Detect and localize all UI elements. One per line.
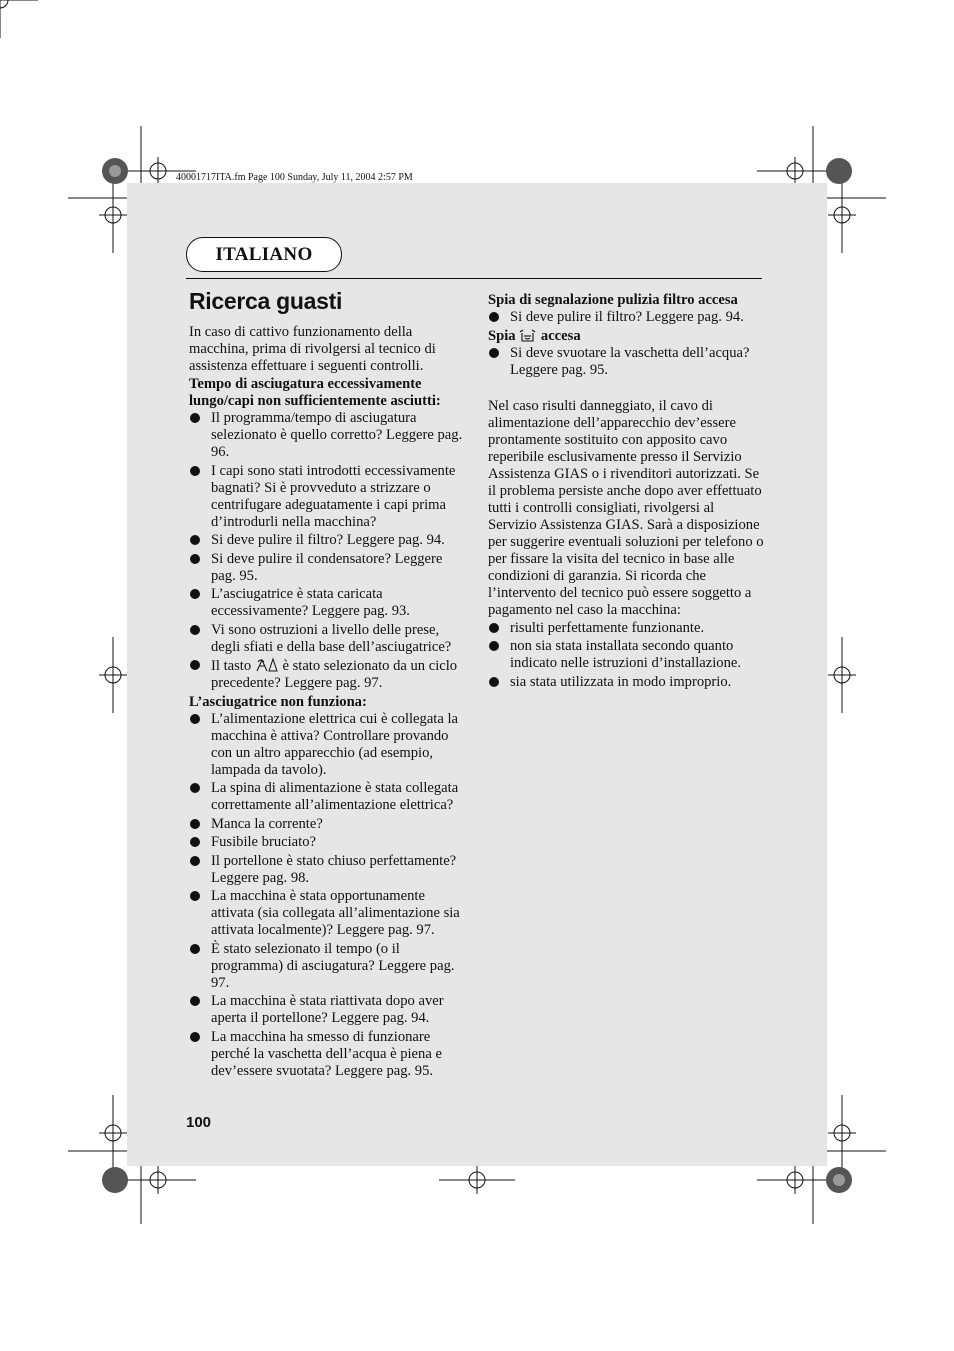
page-title: Ricerca guasti xyxy=(189,288,343,314)
list-item: Si deve svuotare la vaschetta dell’acqua? Leggere pag. 95. xyxy=(488,345,766,379)
left-column xyxy=(189,324,469,1081)
bullet-icon xyxy=(190,856,200,866)
file-header: 40001717ITA.fm Page 100 Sunday, July 11, 2004 2:57 PM xyxy=(176,172,413,183)
bullet-icon xyxy=(489,348,499,358)
list-item: I capi sono stati introdotti eccessivamente bagnati? Si è provveduto a strizzare o centrifugare adeguatamente i capi prima d’introdurli nella macchina? xyxy=(189,463,469,531)
section-heading-water-light: Spia accesa xyxy=(488,327,581,344)
page-number: 100 xyxy=(186,1114,212,1131)
filter-light-list xyxy=(488,309,766,326)
bullet-icon xyxy=(190,996,200,1006)
section-heading-drying-time: Tempo di asciugatura eccessivamente lungo/capi non sufficientemente asciutti: xyxy=(189,376,441,409)
bullet-icon xyxy=(190,783,200,793)
drying-time-list xyxy=(189,410,469,692)
bullet-icon xyxy=(190,554,200,564)
bullet-icon xyxy=(489,312,499,322)
section-heading-filter-light: Spia di segnalazione pulizia filtro accesa xyxy=(488,292,738,308)
anti-crease-button-icon xyxy=(255,657,279,673)
list-item: Fusibile bruciato? xyxy=(189,834,469,851)
not-working-list xyxy=(189,711,469,1080)
bullet-icon xyxy=(489,623,499,633)
closing-list xyxy=(488,620,766,691)
bullet-icon xyxy=(190,714,200,724)
list-item: Si deve pulire il condensatore? Leggere pag. 95. xyxy=(189,551,469,585)
header-rule xyxy=(186,278,762,279)
bullet-icon xyxy=(190,891,200,901)
list-item: È stato selezionato il tempo (o il programma) di asciugatura? Leggere pag. 97. xyxy=(189,941,469,992)
list-item: L’alimentazione elettrica cui è collegata la macchina è attiva? Controllare provando con un altro apparecchio (ad esempio, lampada da tavolo). xyxy=(189,711,469,779)
list-item: L’asciugatrice è stata caricata eccessivamente? Leggere pag. 93. xyxy=(189,586,469,620)
list-item: La macchina è stata riattivata dopo aver aperta il portellone? Leggere pag. 94. xyxy=(189,993,469,1027)
list-item: La macchina ha smesso di funzionare perché la vaschetta dell’acqua è piena e dev’essere svuotata? Leggere pag. 95. xyxy=(189,1029,469,1080)
list-item: Si deve pulire il filtro? Leggere pag. 94. xyxy=(189,532,469,549)
list-item: non sia stata installata secondo quanto indicato nelle istruzioni d’installazione. xyxy=(488,638,766,672)
bullet-icon xyxy=(190,535,200,545)
bullet-icon xyxy=(489,641,499,651)
section-heading-not-working: L’asciugatrice non funziona: xyxy=(189,693,367,710)
language-label: ITALIANO xyxy=(186,237,342,272)
bullet-icon xyxy=(190,819,200,829)
list-item: Il tasto è stato selezionato da un ciclo precedente? Leggere pag. 97. xyxy=(189,657,469,692)
right-column xyxy=(488,292,766,692)
list-item: Il portellone è stato chiuso perfettamente? Leggere pag. 98. xyxy=(189,853,469,887)
bullet-icon xyxy=(190,413,200,423)
list-item: Manca la corrente? xyxy=(189,816,469,833)
bullet-icon xyxy=(489,677,499,687)
bullet-icon xyxy=(190,660,200,670)
intro-text: In caso di cattivo funzionamento della macchina, prima di rivolgersi al tecnico di assistenza effettuare i seguenti controlli. xyxy=(189,324,436,374)
bullet-icon xyxy=(190,625,200,635)
bullet-icon xyxy=(190,944,200,954)
list-item: Il programma/tempo di asciugatura selezionato è quello corretto? Leggere pag. 96. xyxy=(189,410,469,461)
bullet-icon xyxy=(190,589,200,599)
list-item: risulti perfettamente funzionante. xyxy=(488,620,766,637)
bullet-icon xyxy=(190,466,200,476)
list-item: La macchina è stata opportunamente attivata (sia collegata all’alimentazione sia attivata localmente)? Leggere pag. 97. xyxy=(189,888,469,939)
list-item: sia stata utilizzata in modo improprio. xyxy=(488,674,766,691)
bullet-icon xyxy=(190,837,200,847)
bullet-icon xyxy=(190,1032,200,1042)
closing-text: Nel caso risulti danneggiato, il cavo di alimentazione dell’apparecchio dev’essere prontamente sostituito con apposito cavo reperibile esclusivamente presso il Servizio Assistenza GIAS o i rivenditori autorizzati. Se il problema persiste anche dopo aver effettuato tutti i controlli consigliati, rivolgersi al Servizio Assistenza GIAS. Sarà a disposizione per suggerire eventuali soluzioni per telefono o per fissare la visita del tecnico in base alle condizioni di garanzia. Si ricorda che l’intervento del tecnico può essere soggetto a pagamento nel caso la macchina: xyxy=(488,397,764,618)
water-tank-icon xyxy=(519,329,537,343)
list-item: Si deve pulire il filtro? Leggere pag. 94. xyxy=(488,309,766,326)
list-item: La spina di alimentazione è stata collegata correttamente all’alimentazione elettrica? xyxy=(189,780,469,814)
water-light-list xyxy=(488,345,766,379)
list-item: Vi sono ostruzioni a livello delle prese, degli sfiati e della base dell’asciugatrice? xyxy=(189,622,469,656)
